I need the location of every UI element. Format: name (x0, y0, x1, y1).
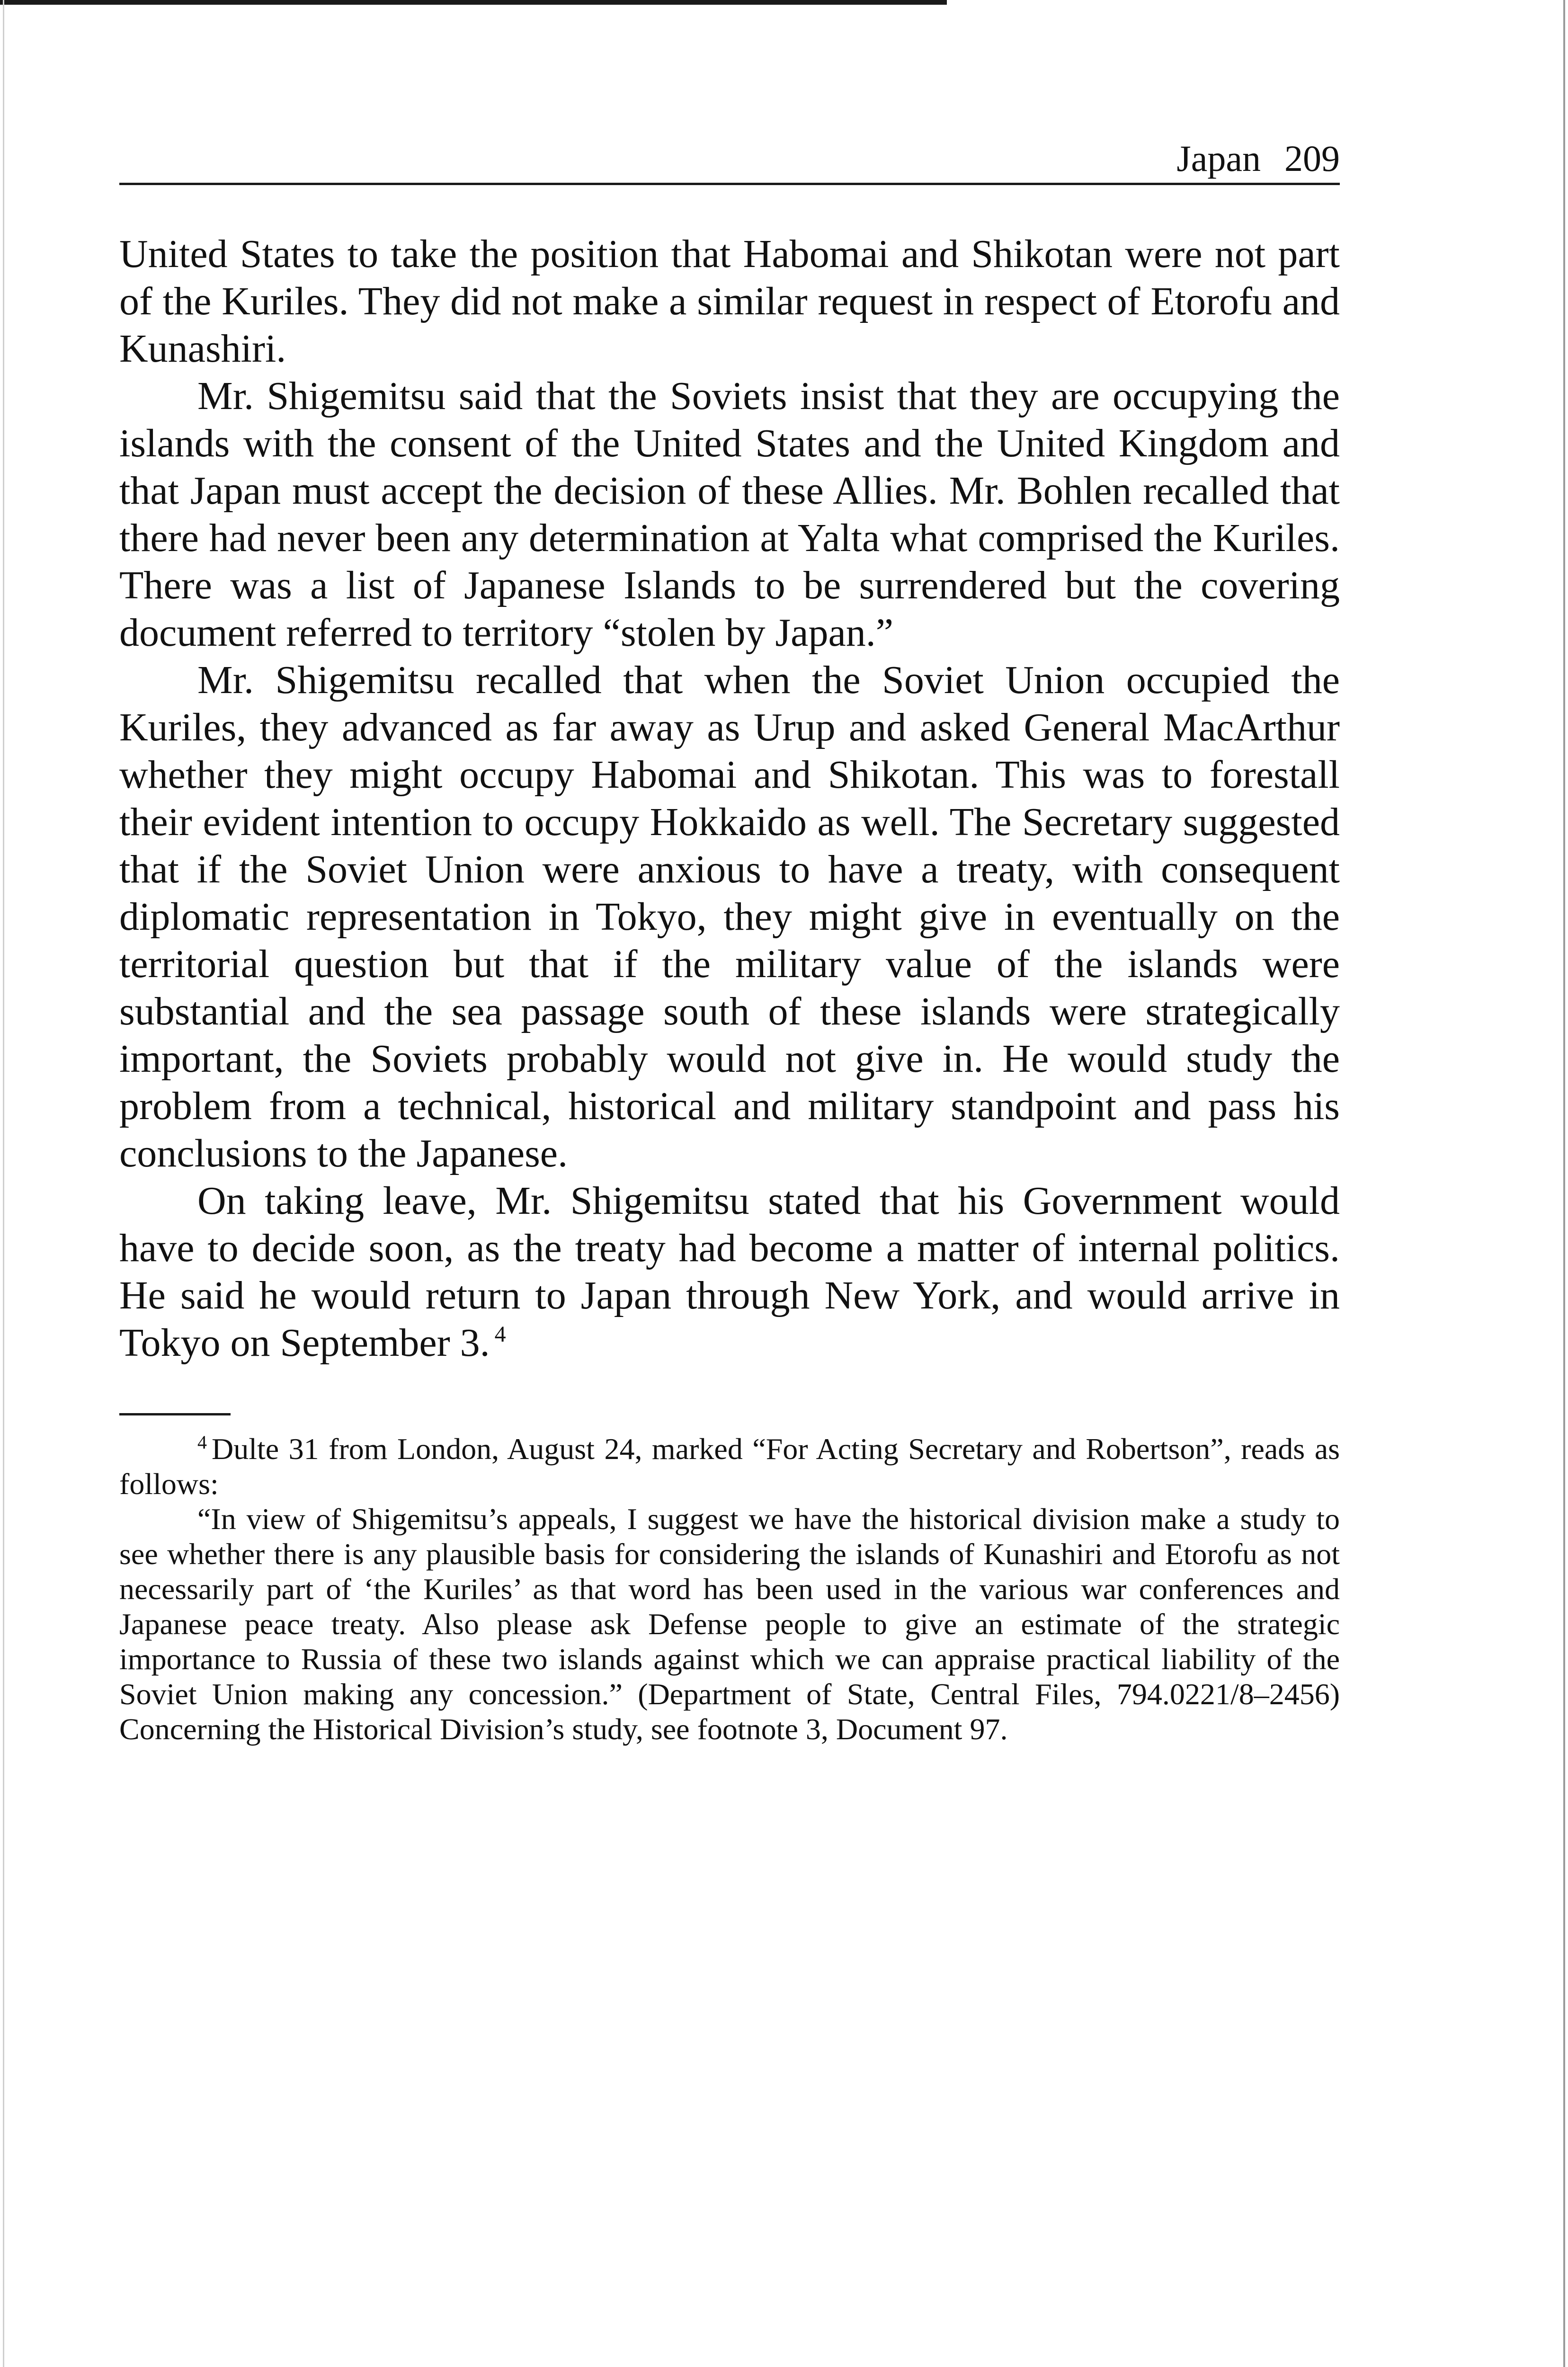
footnote-4-lead (119, 1432, 1340, 1502)
footnote-rule (119, 1413, 231, 1415)
running-head (119, 137, 1340, 185)
footnote-number: 4 (197, 1432, 207, 1453)
page-number: 209 (1284, 138, 1340, 179)
footnote-4-quote: “In view of Shigemitsu’s appeals, I suggest we have the historical division make a study to see whether there is any plausible basis for considering the islands of Kunashiri and Etorofu as not necessarily part of ‘the Kuriles’ as that word has been used in the various war conferences and Japanese peace treaty. Also please ask Defense people to give an estimate of the strategic importance to Russia of these two islands against which we can appraise practical liability of the Soviet Union making any concession.” (Department of State, Central Files, 794.0221/8–2456) Concerning the Historical Division’s study, see footnote 3, Document 97. (119, 1502, 1340, 1746)
footnotes (119, 1432, 1340, 1747)
document-page (119, 137, 1340, 1747)
paragraph-4 (119, 1177, 1340, 1367)
body-text (119, 231, 1340, 1367)
scan-edge-top (0, 0, 947, 5)
paragraph-4-text: On taking leave, Mr. Shigemitsu stated that his Government would have to decide soon, as the treaty had become a matter of internal politics. He said he would return to Japan through New York, and would arrive in Tokyo on September 3. (119, 1179, 1340, 1365)
paragraph-2: Mr. Shigemitsu said that the Soviets insist that they are occupying the islands with the consent of the United States and the United Kingdom and that Japan must accept the decision of these Allies. Mr. Bohlen recalled that there had never been any determination at Yalta what comprised the Kuriles. There was a list of Japanese Islands to be surrendered but the covering document referred to territory “stolen by Japan.” (119, 374, 1340, 655)
footnote-marker[interactable]: 4 (494, 1322, 506, 1347)
running-head-section: Japan (1176, 138, 1261, 179)
scan-edge-right (1563, 0, 1565, 2367)
paragraph-1: United States to take the position that Habomai and Shikotan were not part of the Kuriles. They did not make a similar request in respect of Etorofu and Kunashiri. (119, 232, 1340, 371)
footnote-lead-text: Dulte 31 from London, August 24, marked “For Acting Secretary and Robertson”, reads as follows: (119, 1432, 1340, 1501)
scan-edge-left (3, 0, 4, 2367)
paragraph-3: Mr. Shigemitsu recalled that when the Soviet Union occupied the Kuriles, they advanced as far away as Urup and asked General MacArthur whether they might occupy Habomai and Shikotan. This was to forestall their evident intention to occupy Hokkaido as well. The Secretary suggested that if the Soviet Union were anxious to have a treaty, with consequent diplomatic representation in Tokyo, they might give in eventually on the territorial question but that if the military value of the islands were substantial and the sea passage south of these islands were strategically important, the Soviets probably would not give in. He would study the problem from a technical, historical and military standpoint and pass his conclusions to the Japanese. (119, 658, 1340, 1175)
